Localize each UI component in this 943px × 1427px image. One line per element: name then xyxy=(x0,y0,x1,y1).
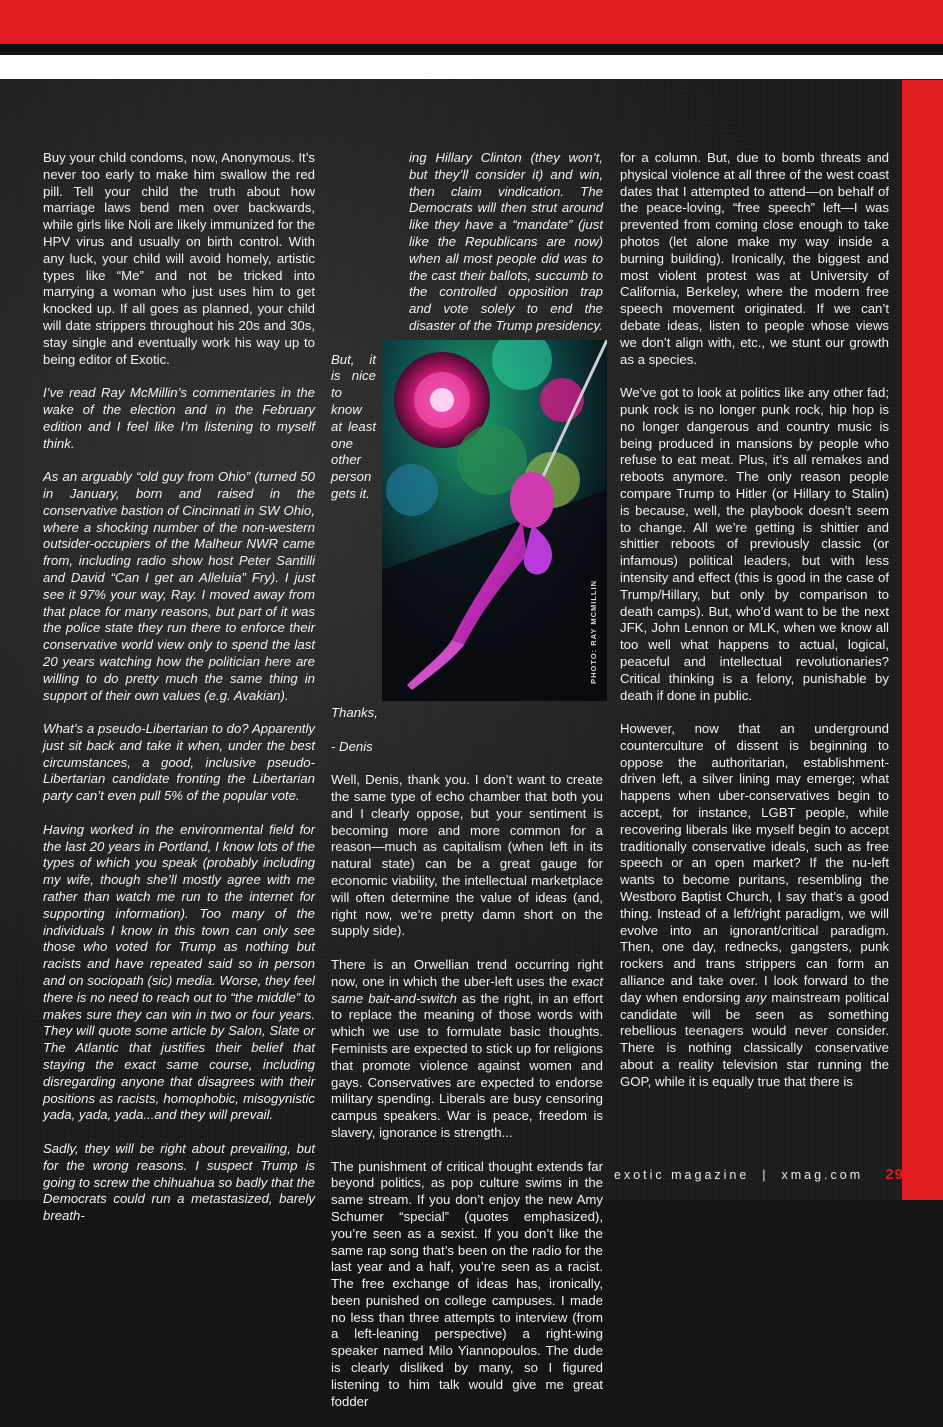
letter-paragraph: Thanks, xyxy=(331,705,378,720)
paragraph: We’ve got to look at politics like any other fad; punk rock is no longer punk rock, hip hop is no longer dangerous and country music is being produced in mansions by people who refuse to eat meat. Plus, it’s all remakes and reboots anymore. The only reason people compare Trump to Hitler (or Hillary to Stalin) is because, well, the playbook doesn’t seem to change. All we’re getting is shittier and shittier reboots of previously classic (or infamous) political leaders, but with less intensity and effect (this is good in the case of Trump/Hillary, but only by comparison to death camps). But, who’d want to be the next JFK, John Lennon or MLK, when we know all too well what happens to actual, logical, peaceful and intellectual revolutionaries? Critical thinking is a felony, punishable by death if done in public. xyxy=(620,385,889,703)
page-footer xyxy=(614,1168,904,1190)
photo-illustration xyxy=(382,340,607,701)
letter-paragraph: ing Hillary Clinton (they won’t, but they’ll consider it) and win, then claim vindication. The Democrats will then strut around like they have a “mandate” (just like the Republicans are now) when all most people did was to the cast their ballots, succumb to the controlled opposition trap and vote solely to end the disaster of the Trump presidency. xyxy=(409,150,603,333)
paragraph: The punishment of critical thought extends far beyond politics, as pop culture swims in the same stream. If you don’t enjoy the new Amy Schumer “special” (quotes emphasized), you’re seen as a sexist. If you don’t like the same rap song that’s been on the radio for the last year and a half, you’re seen as a racist. The free exchange of ideas has, ironically, been punished on college campuses. I made no less than three attempts to interview (from a left-leaning perspective) a right-wing speaker named Milo Yiannopoulos. The dude is clearly disliked by many, so I figured listening to him talk would give me great fodder xyxy=(331,1158,603,1409)
column-2 xyxy=(331,150,603,1427)
paragraph xyxy=(331,957,603,1142)
header-black-bar xyxy=(0,44,943,55)
right-red-stripe xyxy=(902,80,943,1200)
photo-credit: PHOTO: RAY MCMILLIN xyxy=(589,580,599,684)
emphasis: exact same bait-and-switch xyxy=(331,973,603,1006)
letter-paragraph: But, it is nice to know at least one other person gets it. xyxy=(331,351,376,501)
text-run: as the right, in an effort to replace the meaning of those words with which we use to formulate basic thoughts. Feminists are expected to stick up for religions that promote violence against women and gays. Conservatives are expected to endorse military spending. Liberals are busy censoring campus speakers. War is peace, freedom is slavery, ignorance is strength... xyxy=(331,990,603,1140)
reply-paragraph: Well, Denis, thank you. I don’t want to create the same type of echo chamber that both you and I clearly oppose, but your sentiment is becoming more and more common for a reason—much as capitalism (when left in its natural state) can be a great gauge for economic viability, the intellectual marketplace will often determine the value of ideas (and, right now, we’re pretty damn short on the supply side). xyxy=(331,772,603,939)
letter-paragraph: What’s a pseudo-Libertarian to do? Apparently just sit back and take it when, under the best circumstances, a good, inclusive pseudo-Libertarian candidate fronting the Libertarian party can’t even pull 5% of the popular vote. xyxy=(43,721,315,804)
paragraph xyxy=(620,721,889,1091)
column-1 xyxy=(43,150,315,1242)
letter-paragraph: As an arguably “old guy from Ohio” (turned 50 in January, born and raised in the conservative bastion of Cincinnati in SW Ohio, where a shocking number of the non-western outsider-occupiers of the Malheur NWR came from, including radio show host Peter Santilli and David “Can I get an Alleluia” Fry). I just see it 97% your way, Ray. I moved away from that place for many reasons, but part of it was the police state they run there to enforce their conservative world view only to spend the last 20 years watching how the politician here are willing to do pretty much the same thing in support of their own values (e.g. Avakian). xyxy=(43,469,315,703)
text-run: mainstream political candidate will be seen as something rebellious teenagers would never consider. There is nothing classically conservative about a reality television star running the GOP, while it is equally true that there is xyxy=(620,989,889,1089)
letter-signature: - Denis xyxy=(331,738,373,754)
page-number: 29 xyxy=(885,1166,904,1183)
text-run: There is an Orwellian trend occurring right now, one in which the uber-left uses the xyxy=(331,956,603,989)
column-3 xyxy=(620,150,889,1107)
text-run: However, now that an underground counterculture of dissent is beginning to oppose the authoritarian, establishment-driven left, a silver lining may emerge; what happens when uber-conservatives begin to accept, for instance, LGBT people, while recovering liberals like myself begin to accept traditionally conservative ideals, such as free speech or an open market? If the nu-left wants to become puritans, resembling the Westboro Baptist Church, I say that’s a good thing. Instead of a left/right paradigm, we will evolve into an ignorant/critical paradigm. Then, one day, rednecks, gangsters, punk rockers and trans strippers can form an alliance and take over. I look forward to the day when endorsing xyxy=(620,721,889,1005)
letter-paragraph: Sadly, they will be right about prevailing, but for the wrong reasons. I suspect Trump is going to screw the chihuahua so badly that the Democrats could run a metastasized, barely breath- xyxy=(43,1141,315,1224)
paragraph: for a column. But, due to bomb threats and physical violence at all three of the west coast dates that I attempted to attend—on behalf of the peace-loving, “free speech” left—I was prevented from coming close enough to take photos (let alone make my way inside a burning building). Ironically, the biggest and most violent protest was at University of California, Berkeley, where the modern free speech movement originated. If we can’t debate ideas, listen to people whose views we don’t align with, etc., we stunt our growth as a species. xyxy=(620,150,889,367)
footer-text: exotic magazine | xmag.com xyxy=(614,1168,864,1182)
letter-paragraph: I’ve read Ray McMillin’s commentaries in the wake of the election and in the February edition and I feel like I’m listening to myself think. xyxy=(43,385,315,451)
letter-paragraph: Having worked in the environmental field for the last 20 years in Portland, I know lots of the types of which you speak (probably including my wife, though she’ll mostly agree with me rather than watch me run to the internet for supporting information). Too many of the individuals I know in this town can only see those who voted for Trump as nothing but racists and have repeated said so in person and on sociopath (sic) media. Worse, they feel there is no need to reach out to “the middle” to makes sure they can win in two or four years. They will quote some article by Salon, Slate or The Atlantic that justifies their belief that staying the exact same course, including disregarding anyone that disagrees with their positions as racists, homophobic, misogynistic yada, yada, yada...and they will prevail. xyxy=(43,821,315,1123)
paragraph: Buy your child condoms, now, Anonymous. It’s never too early to make him swallow the red pill. Tell your child the truth about how marriage laws bend men over backwards, while girls like Noli are likely immunized for the HPV virus and usually on birth control. With any luck, your child will avoid homely, artistic types like “Me” and not be tricked into marrying a woman who just uses him to get knocked up. If all goes as planned, your child will date strippers throughout his 20s and 30s, stay single and eventually work his way up to being editor of Exotic. xyxy=(43,150,315,367)
photo-spacer xyxy=(331,150,409,337)
stripper-photo xyxy=(382,340,607,701)
header-red-bar xyxy=(0,0,943,44)
header-white-bar xyxy=(0,55,943,79)
emphasis: any xyxy=(745,989,767,1005)
